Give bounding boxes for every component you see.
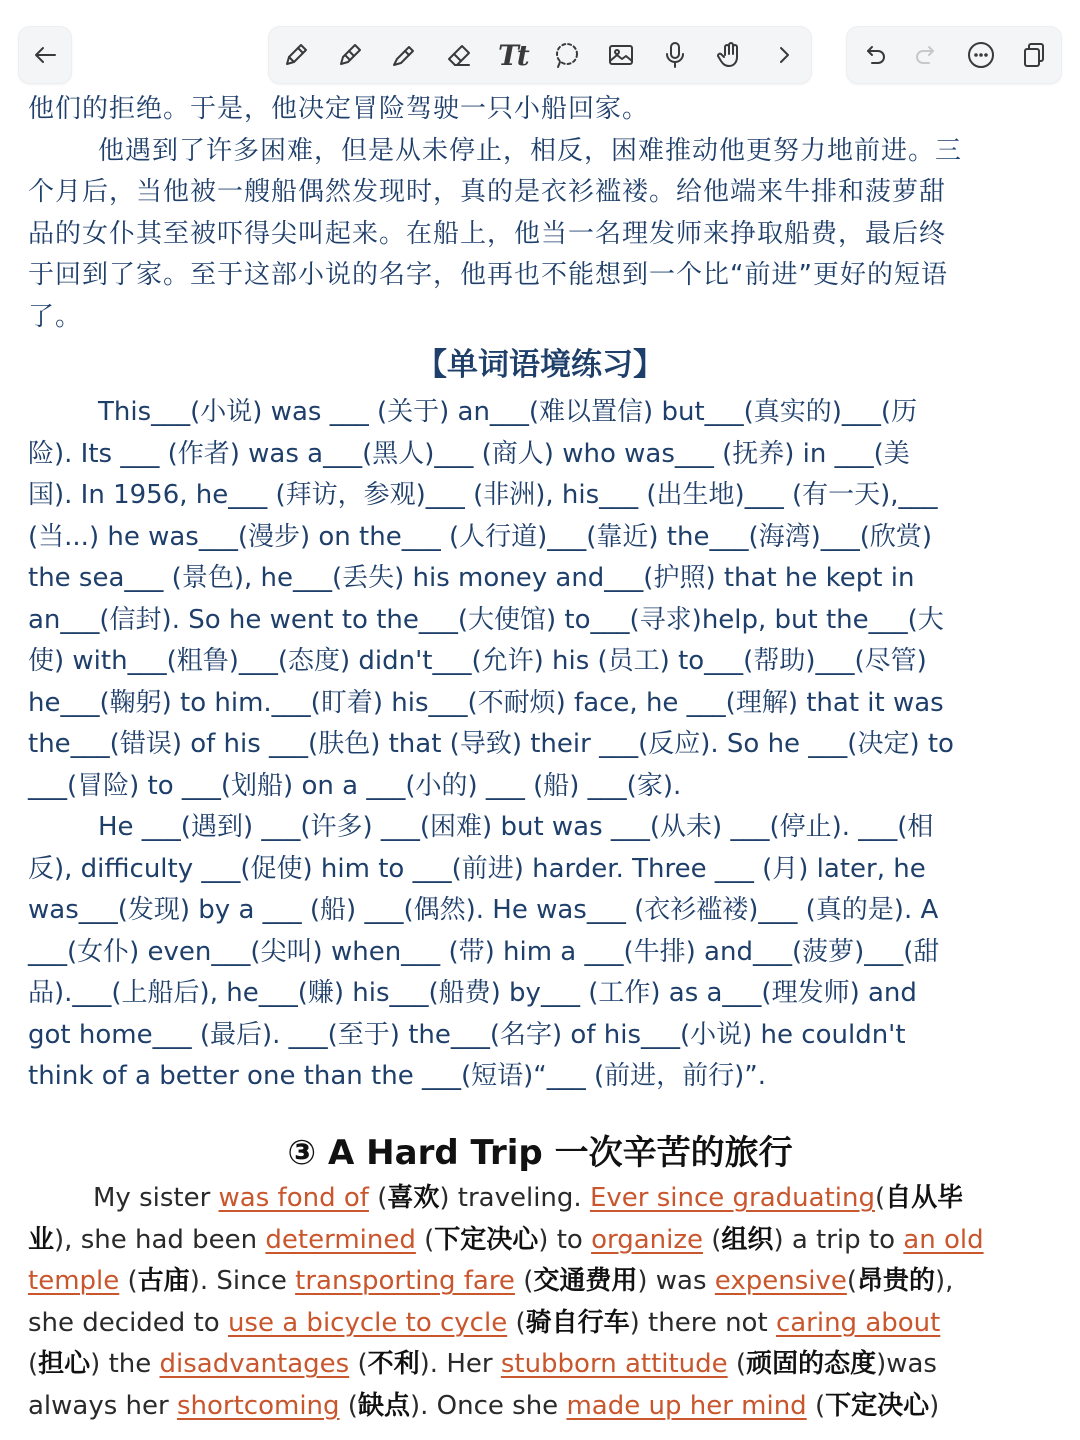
eraser-icon [443,39,475,71]
text-line: 品的女仆其至被吓得尖叫起来。在船上，他当一名理发师来挣取船费，最后终 [28,218,947,249]
exercise-line: 反), difficulty ___(促使) him to ___(前进) harder. Three ___ (月) later, he [28,853,926,884]
vocab-translation: 昂贵的 [857,1266,936,1296]
plain-text: ). Her [419,1349,501,1379]
vocab-phrase: expensive [714,1266,847,1296]
plain-text: ( [507,1307,526,1338]
more-icon [965,39,997,71]
hand-tool-icon [714,39,746,71]
vocab-phrase: use a bicycle to cycle [227,1307,508,1338]
plain-text: ( [806,1390,826,1421]
exercise-line: 国). In 1956, he___ (拜访，参观)___ (非洲), his___ (出生地)___ (有一天),___ [28,480,938,510]
plain-text: ( [339,1390,358,1421]
vocab-phrase: determined [265,1224,416,1255]
section3-line [28,1261,1052,1303]
plain-text: ) the [90,1349,160,1379]
plain-text: she decided to [28,1307,228,1338]
section3-line [28,1178,1052,1220]
plain-text: ( [703,1224,722,1255]
plain-text: ) [929,1390,940,1421]
text-tool-button[interactable] [493,35,533,75]
exercise-line: the___(错误) of his ___(肤色) that (导致) their ___(反应). So he ___(决定) to [28,729,954,759]
plain-text: ) traveling. [439,1183,590,1213]
pencil-icon [280,39,312,71]
exercise-line: (当...) he was___(漫步) on the___ (人行道)___(靠近) the___(海湾)___(欣赏) [28,521,933,552]
vocab-phrase: disadvantages [159,1349,350,1379]
section-title: ③ A Hard Trip 一次辛苦的旅行 [287,1133,793,1173]
back-toolbar [18,26,72,84]
exercise-line: was___(发现) by a ___ (船) ___(偶然). He was___ (衣衫褴褛)___ (真的是). A [28,895,939,925]
text-line: 了。 [28,301,83,332]
plain-text: ( [846,1266,858,1296]
plain-text: )was [876,1349,937,1379]
pen-tool-button[interactable] [330,35,370,75]
vocab-translation: 喜欢 [387,1183,440,1213]
more-tools-button[interactable] [764,35,804,75]
exercise-line: ___(女仆) even___(尖叫) when___ (带) him a ___(牛排) and___(菠萝)___(甜 [28,936,940,967]
vocab-translation: 业 [28,1224,55,1255]
vocab-translation: 不利 [367,1349,420,1379]
arrow-left-icon [29,39,61,71]
lasso-icon [551,39,583,71]
pencil-tool-button[interactable] [276,35,316,75]
plain-text: ( [28,1349,39,1379]
text-line: 他遇到了许多困难，但是从未停止，相反，困难推动他更努力地前进。三 [98,135,963,166]
section3-line [28,1303,1052,1345]
plain-text: ) was [637,1266,715,1296]
exercise-line: got home___ (最后). ___(至于) the___(名字) of his___(小说) he couldn't [28,1019,906,1050]
exercise-heading: 【单词语境练习】 [416,347,664,383]
vocab-phrase: shortcoming [176,1390,340,1421]
vocab-translation: 自从毕 [885,1183,964,1213]
vocab-translation: 组织 [721,1224,774,1255]
eraser-tool-button[interactable] [439,35,479,75]
exercise-line: 使) with___(粗鲁)___(态度) didn't___(允许) his (员工) to___(帮助)___(尽管) [28,646,927,676]
vocab-phrase: made up her mind [566,1390,807,1421]
plain-text: ), [935,1266,954,1296]
exercise-line: he___(鞠躬) to him.___(盯着) his___(不耐烦) face, he ___(理解) that it was [28,687,944,718]
pages-button[interactable] [1014,35,1054,75]
vocab-translation: 古庙 [137,1266,190,1296]
drawing-toolbar [268,26,812,84]
plain-text: ). Once she [409,1390,567,1421]
text-line: 于回到了家。至于这部小说的名字，他再也不能想到一个比“前进”更好的短语 [28,260,948,290]
vocab-phrase: transporting fare [295,1266,515,1296]
text-line: 他们的拒绝。于是，他决定冒险驾驶一只小船回家。 [28,94,650,124]
text-line: 个月后，当他被一艘船偶然发现时，真的是衣衫褴褛。给他端来牛排和菠萝甜 [28,177,947,207]
plain-text: ( [119,1266,138,1296]
more-options-button[interactable] [961,35,1001,75]
section3-line [28,1386,1052,1428]
image-tool-button[interactable] [601,35,641,75]
vocab-translation: 缺点 [357,1390,410,1421]
exercise-line: the sea___ (景色), he___(丢失) his money and___(护照) that he kept in [28,563,915,593]
chevron-right-icon [768,39,800,71]
plain-text: ( [368,1183,388,1213]
exercise-line: This___(小说) was ___ (关于) an___(难以置信) but___(真实的)___(历 [98,397,918,427]
vocab-translation: 下定决心 [825,1390,930,1421]
highlighter-icon [388,39,420,71]
vocab-translation: 交通费用 [533,1266,638,1296]
plain-text: ( [514,1266,534,1296]
vocab-translation: 担心 [38,1349,91,1379]
vocab-phrase: an old [903,1224,984,1255]
plain-text: ( [874,1183,886,1213]
vocab-phrase: caring about [775,1307,941,1338]
vocab-phrase: Ever since graduating [589,1183,875,1213]
lasso-tool-button[interactable] [547,35,587,75]
undo-button[interactable] [854,35,894,75]
pen-icon [334,39,366,71]
exercise-line: 险). Its ___ (作者) was a___(黑人)___ (商人) who was___ (抚养) in ___(美 [28,438,910,469]
exercise-line: He ___(遇到) ___(许多) ___(困难) but was ___(从未) ___(停止). ___(相 [98,812,934,842]
redo-button[interactable] [907,35,947,75]
microphone-tool-button[interactable] [655,35,695,75]
hand-tool-button[interactable] [710,35,750,75]
vocab-translation: 骑自行车 [525,1307,630,1338]
exercise-line: 品).___(上船后), he___(赚) his___(船费) by___ (工作) as a___(理发师) and [28,978,917,1008]
right-toolbar [846,26,1062,84]
pages-icon [1018,39,1050,71]
plain-text: ( [727,1349,747,1379]
vocab-phrase: temple [28,1266,120,1296]
plain-text: ( [349,1349,368,1379]
vocab-phrase: was fond of [218,1183,369,1213]
back-button[interactable] [25,35,65,75]
exercise-line: an___(信封). So he went to the___(大使馆) to___(寻求)help, but the___(大 [28,604,944,635]
section3-line [28,1220,1052,1262]
vocab-translation: 顽固的态度 [746,1349,877,1379]
exercise-line: think of a better one than the ___(短语)“___ (前进，前行)”. [28,1061,767,1091]
vocab-phrase: organize [591,1224,703,1255]
vocab-phrase: stubborn attitude [500,1349,728,1379]
section3-paragraph [28,1178,1052,1427]
plain-text: ) there not [629,1307,776,1338]
vocab-translation: 下定决心 [434,1224,539,1255]
text-tool-icon: Tt [497,38,528,72]
microphone-icon [659,39,691,71]
plain-text: ). Since [189,1266,296,1296]
vocabulary-exercise [28,338,1052,1098]
plain-text: ) to [538,1224,592,1255]
undo-icon [858,39,890,71]
exercise-line: ___(冒险) to ___(划船) on a ___(小的) ___ (船) ___(家). [28,770,682,801]
plain-text: always her [28,1390,177,1421]
plain-text: ) a trip to [773,1224,904,1255]
highlighter-tool-button[interactable] [384,35,424,75]
plain-text: My sister [93,1183,219,1213]
plain-text: ( [415,1224,435,1255]
translation-paragraph [28,89,1052,338]
image-icon [605,39,637,71]
plain-text: ), she had been [54,1224,266,1255]
redo-icon [911,39,943,71]
section3-line [28,1344,1052,1386]
